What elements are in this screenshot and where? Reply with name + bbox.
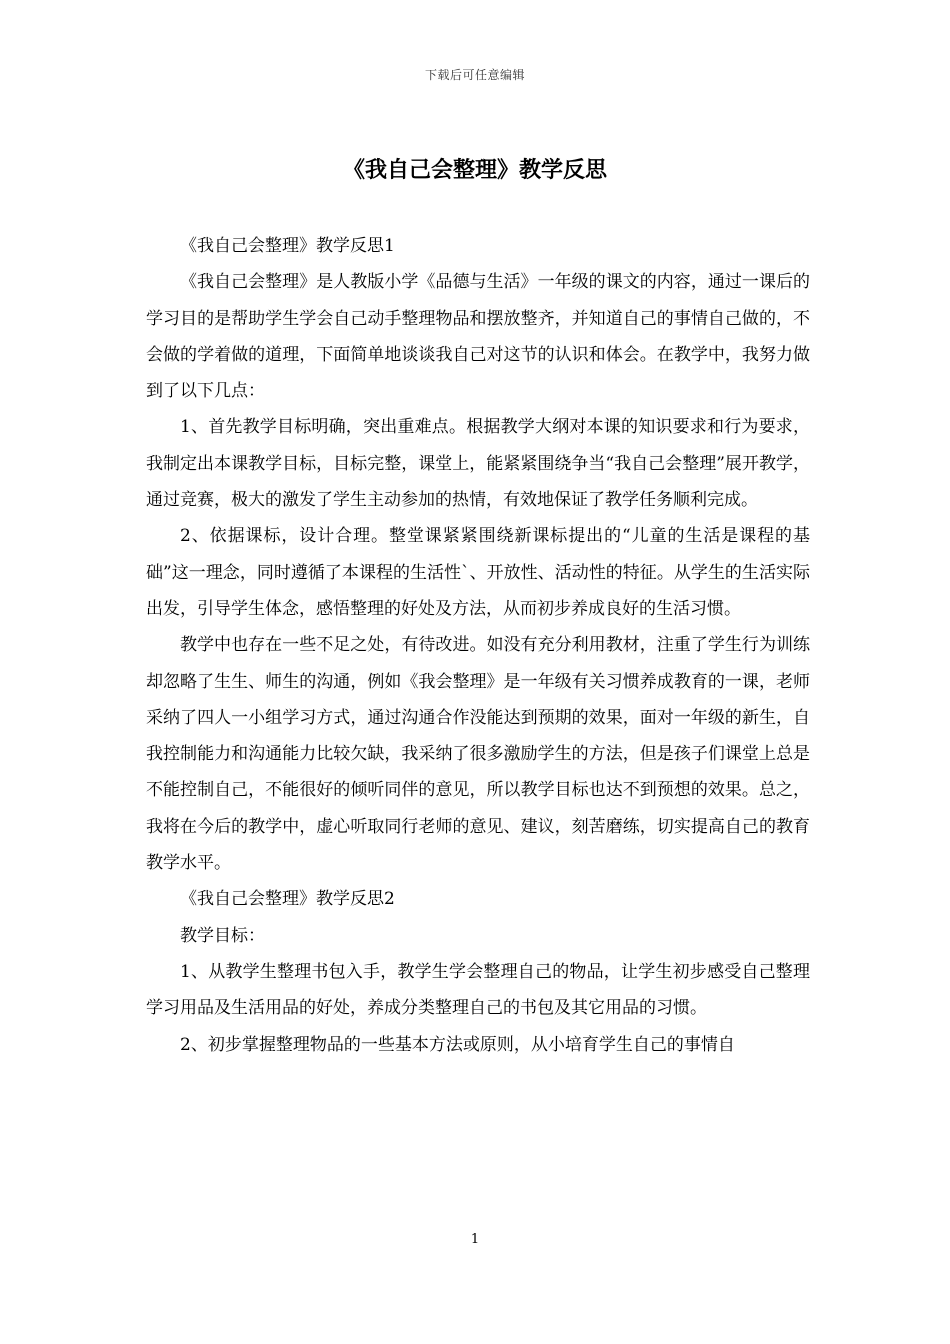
paragraph: 1、首先教学目标明确，突出重难点。根据教学大纲对本课的知识要求和行为要求，我制定出本课教学目标，目标完整，课堂上，能紧紧围绕争当“我自己会整理”展开教学，通过竞赛，极大的激发了学生主动参加的热情，有效地保证了教学任务顺利完成。	[146, 417, 810, 511]
paragraph: 《我自己会整理》是人教版小学《品德与生活》一年级的课文的内容，通过一课后的学习目的是帮助学生学会自己动手整理物品和摆放整齐，并知道自己的事情自己做的，不会做的学着做的道理，下面简单地谈谈我自己对这节的认识和体会。在教学中，我努力做到了以下几点：	[146, 272, 810, 402]
section-heading-1: 《我自己会整理》教学反思1	[180, 236, 395, 256]
document-title: 《我自己会整理》教学反思	[342, 157, 607, 183]
paragraph: 教学中也存在一些不足之处，有待改进。如没有充分利用教材，注重了学生行为训练却忽略了生生、师生的沟通，例如《我会整理》是一年级有关习惯养成教育的一课，老师采纳了四人一小组学习方式，通过沟通合作没能达到预期的效果，面对一年级的新生，自我控制能力和沟通能力比较欠缺，我采纳了很多激励学生的方法，但是孩子们课堂上总是不能控制自己，不能很好的倾听同伴的意见，所以教学目标也达不到预想的效果。总之，我将在今后的教学中，虚心听取同行老师的意见、建议，刻苦磨练，切实提高自己的教育教学水平。	[146, 635, 810, 874]
paragraph: 1、从教学生整理书包入手，教学生学会整理自己的物品，让学生初步感受自己整理学习用品及生活用品的好处，养成分类整理自己的书包及其它用品的习惯。	[146, 961, 810, 1019]
header-note: 下载后可任意编辑	[424, 68, 525, 82]
subheading-teaching-goals: 教学目标：	[180, 925, 265, 946]
document-body	[146, 228, 810, 1063]
page-number: 1	[470, 1232, 480, 1247]
paragraph: 2、初步掌握整理物品的一些基本方法或原则，从小培育学生自己的事情自	[180, 1034, 735, 1055]
section-heading-2: 《我自己会整理》教学反思2	[180, 889, 395, 910]
paragraph: 2、依据课标，设计合理。整堂课紧紧围绕新课标提出的“儿童的生活是课程的基础”这一理念，同时遵循了本课程的生活性`、开放性、活动性的特征。从学生的生活实际出发，引导学生体念，感悟整理的好处及方法，从而初步养成良好的生活习惯。	[146, 526, 810, 619]
